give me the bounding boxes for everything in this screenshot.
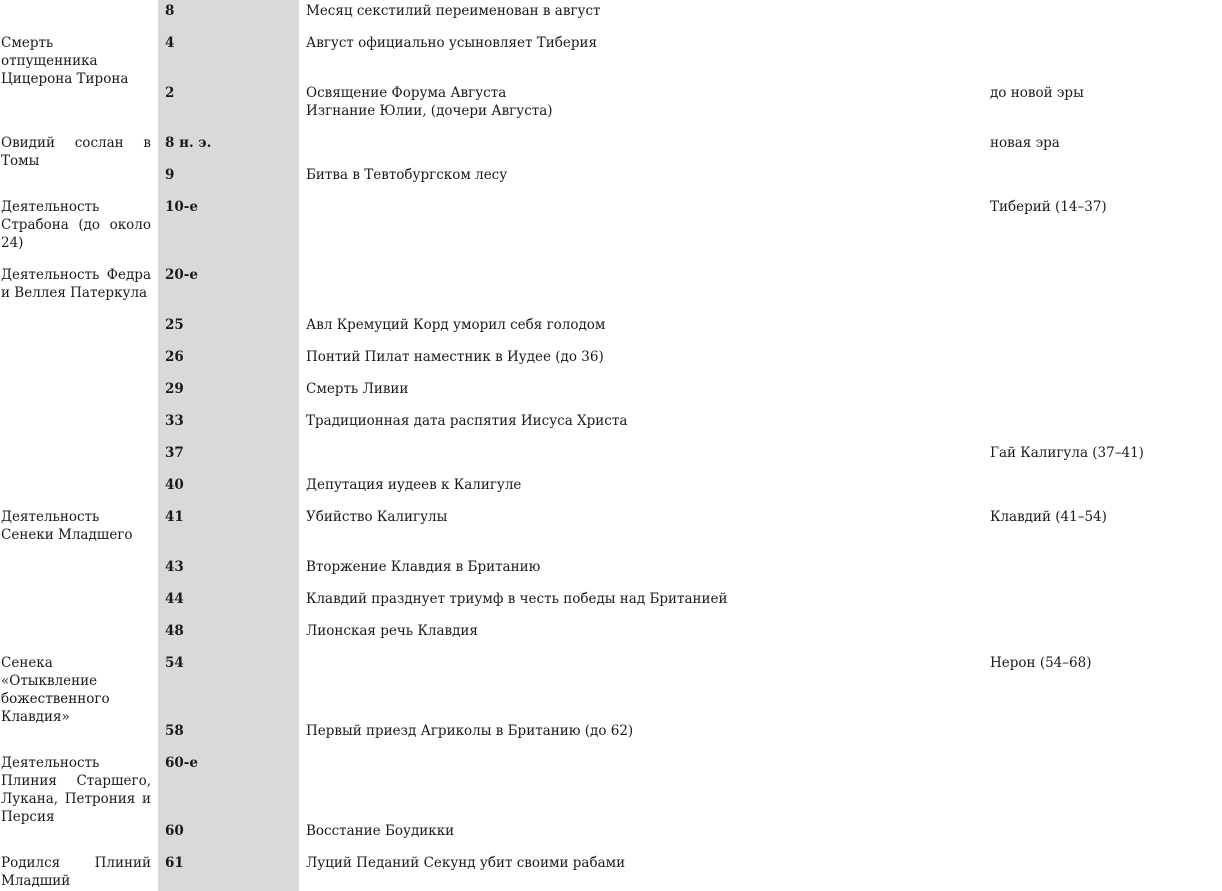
historical-event-cell bbox=[306, 84, 976, 120]
cultural-event: Деятельность Федра и Веллея Патеркула bbox=[1, 267, 151, 301]
cultural-event: Родился Плиний Младший bbox=[1, 855, 151, 889]
year-cell: 60-е bbox=[165, 755, 198, 771]
historical-event: Лионская речь Клавдия bbox=[306, 623, 478, 639]
year-cell: 40 bbox=[165, 477, 184, 493]
year-cell: 37 bbox=[165, 445, 184, 461]
historical-event: Восстание Боудикки bbox=[306, 823, 455, 839]
historical-event-cell bbox=[306, 166, 976, 184]
historical-event: Изгнание Юлии, (дочери Августа) bbox=[306, 103, 553, 119]
ruler-era-cell: Нерон (54–68) bbox=[990, 655, 1092, 671]
cultural-event: Смерть отпущенника Цицерона Тирона bbox=[1, 35, 129, 87]
historical-event-cell bbox=[306, 590, 976, 608]
year-cell: 29 bbox=[165, 381, 184, 397]
year-cell: 26 bbox=[165, 349, 184, 365]
historical-event: Авл Кремуций Корд уморил себя голодом bbox=[306, 317, 606, 333]
historical-event: Смерть Ливии bbox=[306, 381, 409, 397]
historical-event-cell bbox=[306, 2, 976, 20]
year-cell: 60 bbox=[165, 823, 184, 839]
cultural-event: Овидий сослан в Томы bbox=[1, 135, 151, 169]
year-cell: 10-е bbox=[165, 199, 198, 215]
year-cell: 58 bbox=[165, 723, 184, 739]
year-cell: 48 bbox=[165, 623, 184, 639]
cultural-event: Деятельность Сенеки Младшего bbox=[1, 509, 133, 543]
year-cell: 2 bbox=[165, 85, 175, 101]
historical-event: Депутация иудеев к Калигуле bbox=[306, 477, 522, 493]
year-cell: 43 bbox=[165, 559, 184, 575]
historical-event-cell bbox=[306, 558, 976, 576]
historical-event: Месяц секстилий переименован в август bbox=[306, 3, 601, 19]
year-cell: 41 bbox=[165, 509, 184, 525]
historical-event: Традиционная дата распятия Иисуса Христа bbox=[306, 413, 628, 429]
historical-event: Август официально усыновляет Тиберия bbox=[306, 35, 598, 51]
cultural-event: Деятельность Страбона (до около 24) bbox=[1, 199, 151, 251]
year-cell: 61 bbox=[165, 855, 184, 871]
historical-event-cell bbox=[306, 508, 976, 526]
year-cell: 54 bbox=[165, 655, 184, 671]
year-cell: 20-е bbox=[165, 267, 198, 283]
historical-event-cell bbox=[306, 476, 976, 494]
cultural-event: Сенека «Отыквление божественного Клавдия» bbox=[1, 655, 110, 725]
year-cell: 44 bbox=[165, 591, 184, 607]
ruler-era-cell: новая эра bbox=[990, 135, 1060, 151]
historical-event-cell bbox=[306, 722, 976, 740]
historical-event: Луций Педаний Секунд убит своими рабами bbox=[306, 855, 626, 871]
historical-event: Вторжение Клавдия в Британию bbox=[306, 559, 541, 575]
year-cell: 25 bbox=[165, 317, 184, 333]
historical-event-cell bbox=[306, 412, 976, 430]
historical-event: Понтий Пилат наместник в Иудее (до 36) bbox=[306, 349, 604, 365]
historical-event: Первый приезд Агриколы в Британию (до 62) bbox=[306, 723, 634, 739]
ruler-era-cell: до новой эры bbox=[990, 85, 1084, 101]
cultural-event: Деятельность Плиния Старшего, Лукана, Петрония и Персия bbox=[1, 755, 151, 825]
historical-event: Клавдий празднует триумф в честь победы над Британией bbox=[306, 591, 728, 607]
historical-event-cell bbox=[306, 34, 976, 52]
year-cell: 8 н. э. bbox=[165, 135, 212, 151]
year-cell: 4 bbox=[165, 35, 175, 51]
year-cell: 33 bbox=[165, 413, 184, 429]
ruler-era-cell: Тиберий (14–37) bbox=[990, 199, 1107, 215]
historical-event-cell bbox=[306, 854, 976, 872]
year-cell: 9 bbox=[165, 167, 175, 183]
historical-event: Битва в Тевтобургском лесу bbox=[306, 167, 508, 183]
historical-event-cell bbox=[306, 316, 976, 334]
historical-event: Освящение Форума Августа bbox=[306, 85, 507, 101]
historical-event: Убийство Калигулы bbox=[306, 509, 448, 525]
year-cell: 8 bbox=[165, 3, 175, 19]
historical-event-cell bbox=[306, 348, 976, 366]
historical-event-cell bbox=[306, 380, 976, 398]
ruler-era-cell: Гай Калигула (37–41) bbox=[990, 445, 1144, 461]
ruler-era-cell: Клавдий (41–54) bbox=[990, 509, 1107, 525]
historical-event-cell bbox=[306, 822, 976, 840]
historical-event-cell bbox=[306, 622, 976, 640]
